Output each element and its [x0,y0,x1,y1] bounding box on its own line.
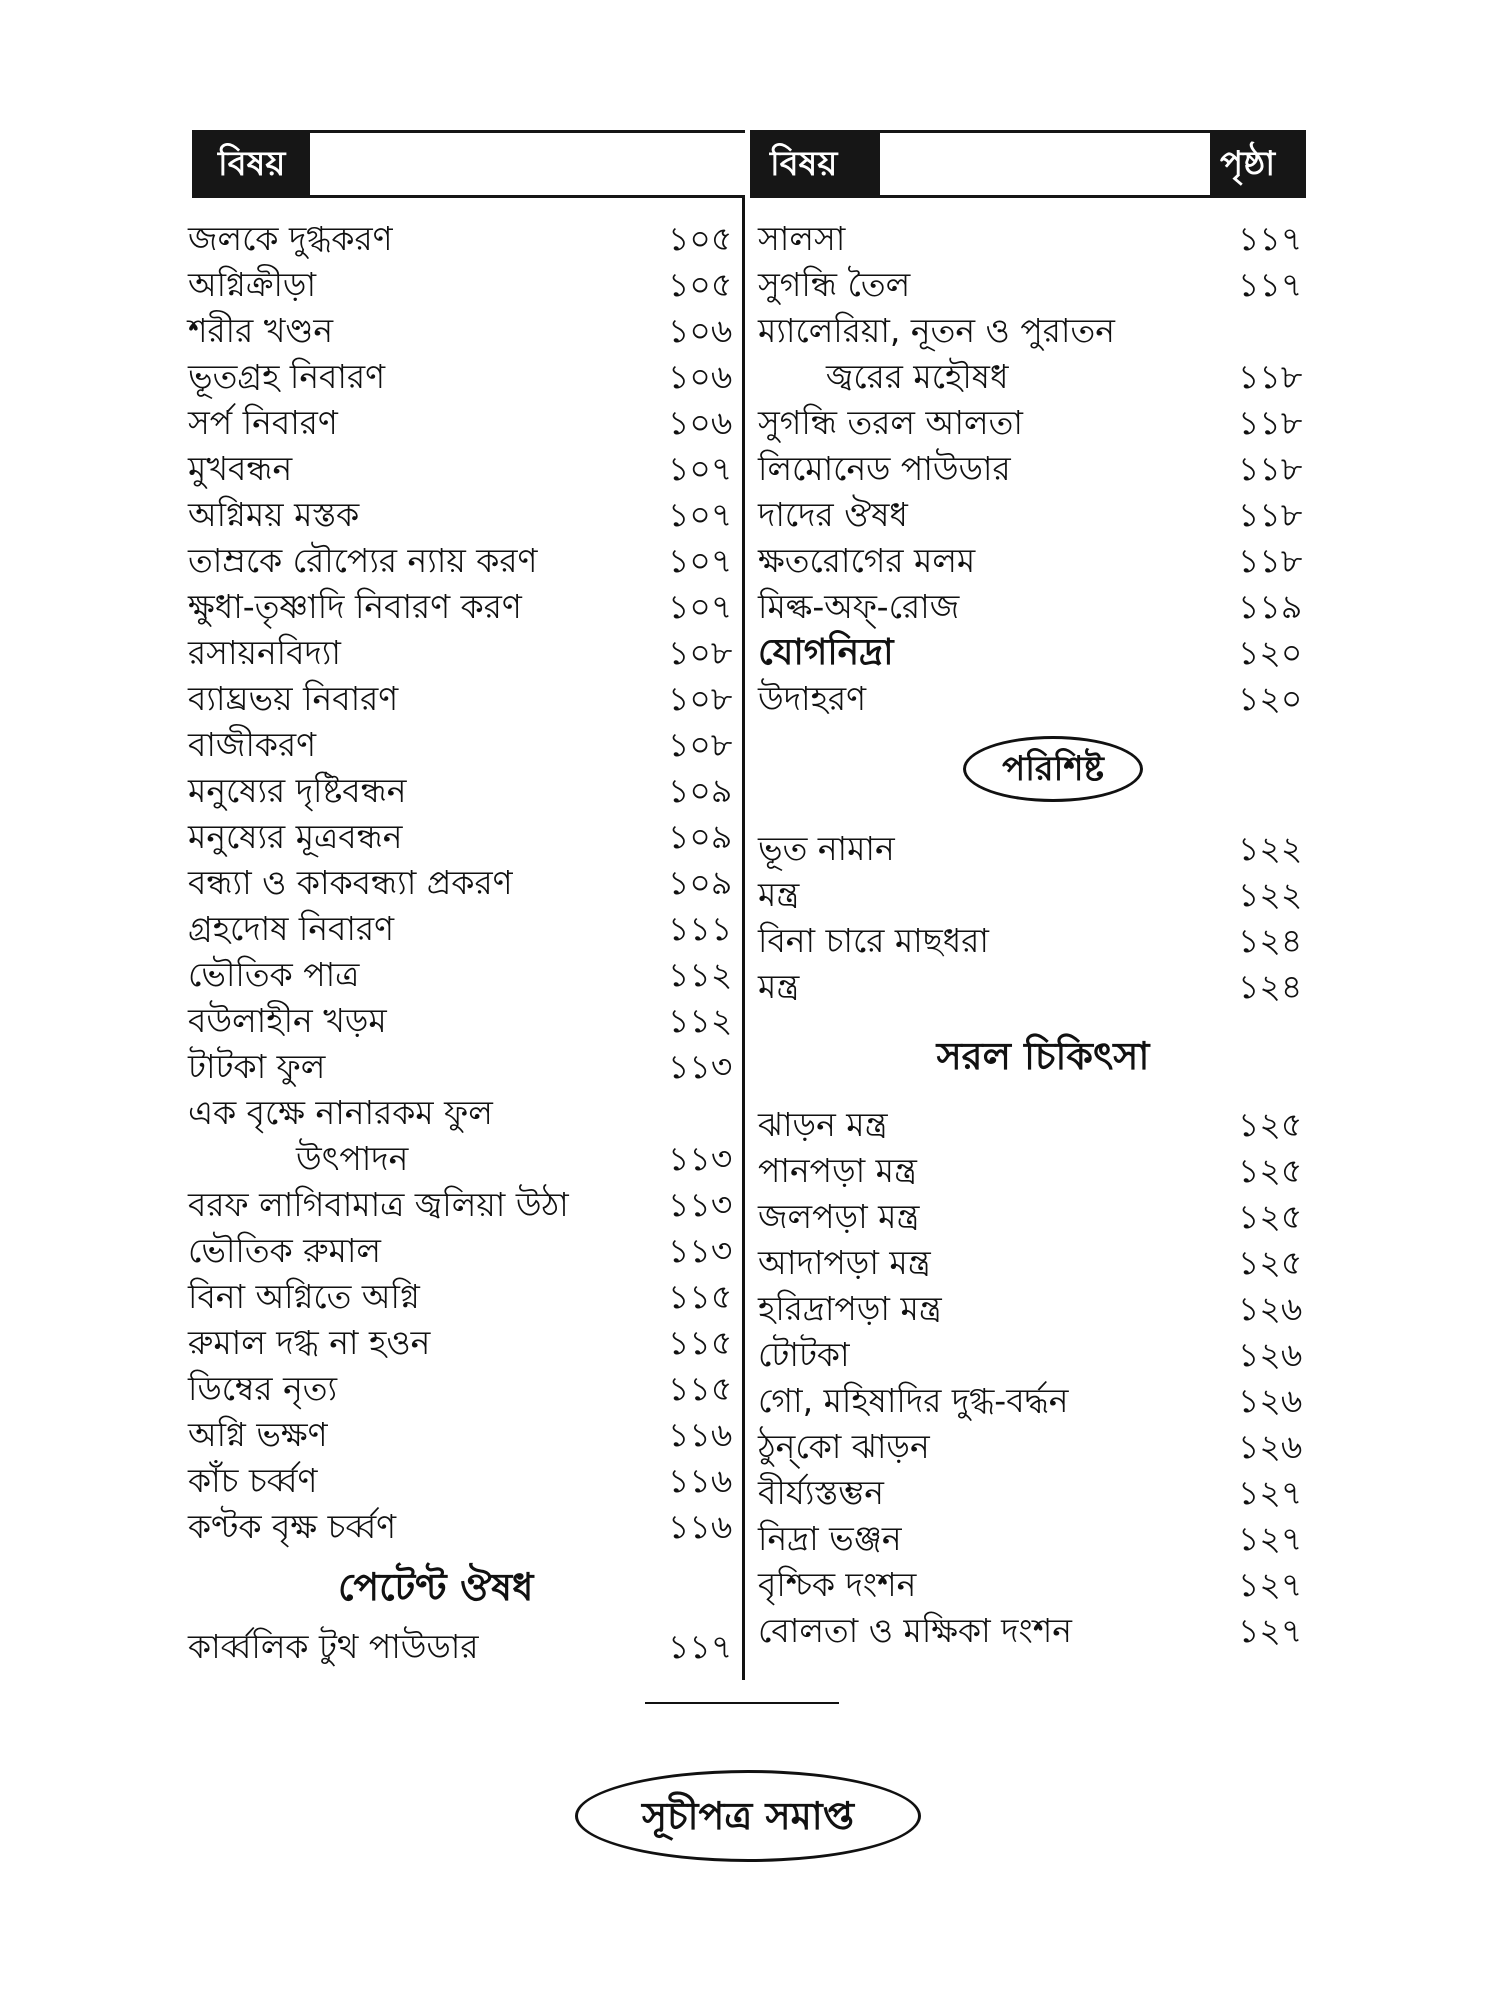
list-item [188,814,740,860]
item-page: ১০৮ [668,725,733,764]
list-item-bold [758,630,1308,676]
list-item [758,826,1308,872]
item-title: তাম্রকে রৌপ্যের ন্যায় করণ [188,541,538,580]
item-page: ১০৫ [668,219,733,258]
item-title: বোলতা ও মক্ষিকা দংশন [758,1611,1072,1650]
item-title: নিদ্রা ভঞ্জন [758,1519,902,1558]
item-page: ১০৮ [668,633,733,672]
item-title: জলপড়া মন্ত্র [758,1197,920,1236]
item-page: ১০৬ [668,357,733,396]
list-item [188,446,740,492]
list-item [758,446,1308,492]
list-item [758,1562,1308,1608]
item-page: ১০৭ [668,541,733,580]
item-title: টোটকা [758,1335,850,1374]
item-page: ১১৬ [668,1461,733,1500]
list-item [188,1228,740,1274]
right-header-page: পৃষ্ঠা [1220,144,1276,184]
list-item [188,538,740,584]
item-title: এক বৃক্ষে নানারকম ফুল [188,1093,493,1132]
item-title: টাটকা ফুল [188,1047,326,1086]
list-item [758,538,1308,584]
item-title: আদাপড়া মন্ত্র [758,1243,931,1282]
item-page: ১২৫ [1238,1243,1303,1282]
item-page: ১২৬ [1238,1335,1303,1374]
item-title: মিল্ক-অফ্-রোজ [758,587,960,626]
item-page: ১১৬ [668,1507,733,1546]
item-page: ১১৭ [668,1627,733,1666]
item-page: ১২২ [1238,829,1303,868]
item-title: সুগন্ধি তৈল [758,265,911,304]
left-header-bar [192,130,745,198]
item-title: বরফ লাগিবামাত্র জ্বলিয়া উঠা [188,1185,569,1224]
list-item [188,1274,740,1320]
item-page: ১০৫ [668,265,733,304]
item-page: ১২৪ [1238,967,1303,1006]
item-title: ডিম্বের নৃত্য [188,1369,338,1408]
list-item [758,262,1308,308]
appendix-oval: পরিশিষ্ট [963,736,1143,802]
item-title: মন্ত্র [758,875,800,914]
item-page: ১১৩ [668,1231,733,1270]
item-title: যোগনিদ্রা [758,632,894,673]
end-of-contents-oval: সূচীপত্র সমাপ্ত [575,1770,921,1862]
list-item [188,676,740,722]
item-page: ১০৯ [668,771,733,810]
list-item [188,768,740,814]
item-title: মন্ত্র [758,967,800,1006]
item-page: ১১৫ [668,1323,733,1362]
item-title: দাদের ঔষধ [758,495,908,534]
item-page: ১২৬ [1238,1381,1303,1420]
item-title: শরীর খণ্ডন [188,311,334,350]
list-item [758,1194,1308,1240]
item-title: অগ্নিময় মস্তক [188,495,360,534]
item-page: ১১৮ [1238,495,1303,534]
item-title-cont: জ্বরের মহৌষধ [826,357,1009,396]
list-item [188,492,740,538]
item-title: কাঁচ চর্ব্বণ [188,1461,318,1500]
item-page: ১২২ [1238,875,1303,914]
right-header-gap [880,133,1210,195]
item-page: ১১১ [668,909,733,948]
item-page: ১১৩ [668,1185,733,1224]
item-page: ১১২ [668,1001,733,1040]
item-title: বন্ধ্যা ও কাকবন্ধ্যা প্রকরণ [188,863,513,902]
item-page: ১২৫ [1238,1151,1303,1190]
list-item [188,400,740,446]
list-item [758,1240,1308,1286]
item-title: মনুষ্যের দৃষ্টিবন্ধন [188,771,407,810]
item-title: বিনা অগ্নিতে অগ্নি [188,1277,420,1316]
item-page: ১২৬ [1238,1289,1303,1328]
right-header-bar [750,130,1306,198]
item-page: ১০৬ [668,403,733,442]
list-item [758,1516,1308,1562]
list-item [758,964,1308,1010]
item-page: ১২৫ [1238,1105,1303,1144]
item-title: বীর্য্যস্তম্ভন [758,1473,884,1512]
item-title: ভূতগ্রহ নিবারণ [188,357,386,396]
item-title: জলকে দুগ্ধকরণ [188,219,393,258]
item-page: ১১২ [668,955,733,994]
item-page: ১২০ [1238,633,1303,672]
item-page: ১১৫ [668,1369,733,1408]
list-item [758,216,1308,262]
left-column [188,216,740,1670]
item-title: ভূত নামান [758,829,895,868]
list-item [758,1102,1308,1148]
item-page: ১২৬ [1238,1427,1303,1466]
item-title: অগ্নি ভক্ষণ [188,1415,328,1454]
item-page: ১২৭ [1238,1473,1303,1512]
list-item [758,492,1308,538]
list-item [188,584,740,630]
item-title: হরিদ্রাপড়া মন্ত্র [758,1289,942,1328]
item-page: ১১৬ [668,1415,733,1454]
item-page: ১২৪ [1238,921,1303,960]
list-item [758,1378,1308,1424]
section-appendix [758,722,1308,826]
item-page: ১০৭ [668,449,733,488]
item-page: ১০৯ [668,863,733,902]
list-item [188,1412,740,1458]
list-item [188,998,740,1044]
list-item [758,918,1308,964]
left-header-subject: বিষয় [218,144,286,184]
item-title: লিমোনেড পাউডার [758,449,1011,488]
item-page: ১১৮ [1238,541,1303,580]
item-title: ক্ষতরোগের মলম [758,541,976,580]
item-title: ঝাড়ন মন্ত্র [758,1105,888,1144]
list-item [758,1470,1308,1516]
section-heading-patent: পেটেণ্ট ঔষধ [338,1565,534,1609]
list-item [188,1504,740,1550]
item-title: কার্ব্বলিক টুথ পাউডার [188,1627,479,1666]
list-item [758,308,1308,400]
list-item [188,1624,740,1670]
list-item [188,860,740,906]
list-item [188,630,740,676]
item-title: কণ্টক বৃক্ষ চর্ব্বণ [188,1507,397,1546]
item-title: বউলাহীন খড়ম [188,1001,387,1040]
item-page: ১১৭ [1238,265,1303,304]
list-item [188,216,740,262]
item-page: ১২৫ [1238,1197,1303,1236]
list-item [188,952,740,998]
item-page: ১১৫ [668,1277,733,1316]
item-title: ভৌতিক রুমাল [188,1231,381,1270]
column-divider [742,198,745,1680]
item-title: ব্যাঘ্রভয় নিবারণ [188,679,399,718]
item-title: সালসা [758,219,846,258]
item-title-cont: উৎপাদন [296,1139,409,1178]
list-item [188,1320,740,1366]
item-title: অগ্নিক্রীড়া [188,265,317,304]
list-item [188,1090,740,1182]
item-title: মুখবন্ধন [188,449,293,488]
item-page: ১১৮ [1238,403,1303,442]
list-item [758,400,1308,446]
item-page: ১১৩ [668,1047,733,1086]
item-page: ১২০ [1238,679,1303,718]
item-title: বৃশ্চিক দংশন [758,1565,917,1604]
list-item [758,872,1308,918]
list-item [758,676,1308,722]
item-title: ভৌতিক পাত্র [188,955,360,994]
item-page: ১০৬ [668,311,733,350]
list-item [188,906,740,952]
item-page: ১১৯ [1238,587,1303,626]
item-page: ১১৮ [1238,449,1303,488]
list-item [758,1332,1308,1378]
right-column [758,216,1308,1654]
item-title: ঠুন্‌কো ঝাড়ন [758,1427,930,1466]
left-header-gap [310,133,824,195]
list-item [758,1424,1308,1470]
list-item [758,1286,1308,1332]
item-page: ১০৯ [668,817,733,856]
list-item [188,262,740,308]
item-title: ম্যালেরিয়া, নূতন ও পুরাতন [758,311,1115,350]
item-title: গো, মহিষাদির দুগ্ধ-বর্দ্ধন [758,1381,1069,1420]
item-title: সুগন্ধি তরল আলতা [758,403,1023,442]
item-page: ১১৭ [1238,219,1303,258]
item-title: রসায়নবিদ্যা [188,633,341,672]
right-header-subject: বিষয় [770,144,838,184]
list-item [758,1608,1308,1654]
item-page: ১২৭ [1238,1611,1303,1650]
section-heading-simple-treatment: সরল চিকিৎসা [936,1034,1150,1078]
item-title: ক্ষুধা-তৃষ্ণাদি নিবারণ করণ [188,587,522,626]
list-item [188,1182,740,1228]
item-title: উদাহরণ [758,679,867,718]
left-header-page: পৃষ্ঠা [647,144,703,184]
list-item [188,1366,740,1412]
item-title: গ্রহদোষ নিবারণ [188,909,395,948]
item-page: ১০৭ [668,587,733,626]
list-item [758,1148,1308,1194]
item-page: ১১৩ [668,1139,733,1178]
item-page: ১২৭ [1238,1565,1303,1604]
item-title: রুমাল দগ্ধ না হওন [188,1323,431,1362]
item-page: ১১৮ [1238,357,1303,396]
footer-rule [645,1702,839,1704]
item-title: বাজীকরণ [188,725,317,764]
item-title: বিনা চারে মাছধরা [758,921,989,960]
item-page: ১০৭ [668,495,733,534]
list-item [188,354,740,400]
list-item [188,1458,740,1504]
item-title: পানপড়া মন্ত্র [758,1151,917,1190]
list-item [188,1044,740,1090]
item-title: মনুষ্যের মূত্রবন্ধন [188,817,403,856]
item-page: ১০৮ [668,679,733,718]
list-item [758,584,1308,630]
item-page: ১২৭ [1238,1519,1303,1558]
list-item [188,308,740,354]
list-item [188,722,740,768]
item-title: সর্প নিবারণ [188,403,338,442]
